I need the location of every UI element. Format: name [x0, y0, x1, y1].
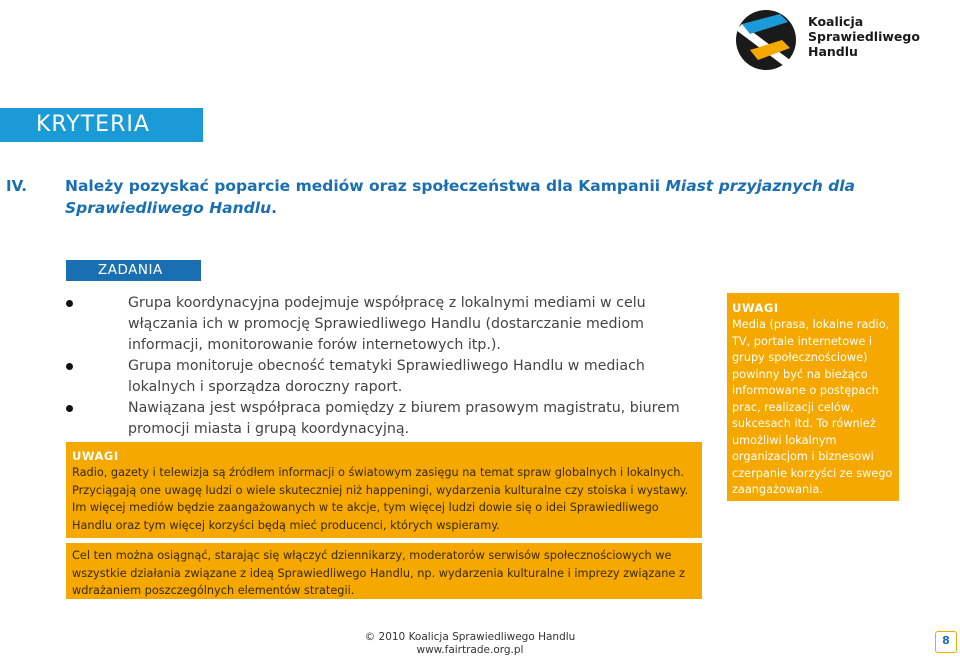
- logo: [730, 4, 930, 74]
- bullet-icon: [66, 363, 73, 370]
- logo-text: [808, 14, 920, 59]
- footer-copyright: © 2010 Koalicja Sprawiedliwego Handlu: [364, 631, 576, 643]
- notes-body: Radio, gazety i telewizja są źródłem informacji o światowym zasięgu na temat spraw globalnych i lokalnych. Przyciągają one uwagę ludzi o wiele skuteczniej niż happeningi, wydarzenia kulturalne czy stoiska i wystawy. Im więcej mediów będzie zaangażowanych w te akcje, tym więcej ludzi dowie się o idei Sprawiedliwego Handlu oraz tym więcej korzyści będą mieć producenci, których wspieramy.: [72, 466, 689, 532]
- criterion-end: .: [271, 199, 277, 217]
- section-banner: [0, 108, 203, 142]
- criterion-text: Należy pozyskać poparcie mediów oraz społeczeństwa dla Kampanii: [65, 177, 666, 195]
- footer-url[interactable]: www.fairtrade.org.pl: [416, 644, 524, 656]
- criterion-heading: [65, 175, 865, 219]
- task-text: Grupa koordynacyjna podejmuje współpracę z lokalnymi mediami w celu włączania ich w promocję Sprawiedliwego Handlu (dostarczanie mediom informacji, monitorowanie forów internetowych itp.).: [128, 295, 646, 353]
- tasks-list: [60, 293, 700, 440]
- footer: [300, 631, 640, 657]
- criterion-number: IV.: [6, 177, 27, 195]
- bullet-icon: [66, 300, 73, 307]
- page-number: 8: [942, 634, 950, 647]
- task-text: Nawiązana jest współpraca pomiędzy z biurem prasowym magistratu, biurem promocji miasta i grupą koordynacyjną.: [128, 400, 680, 437]
- notes-box: [66, 442, 702, 538]
- page-number-badge: [935, 631, 957, 653]
- tasks-label-text: ZADANIA: [98, 262, 163, 278]
- list-item: [60, 293, 700, 356]
- side-notes-title: UWAGI: [732, 301, 779, 315]
- logo-line-1: Koalicja: [808, 14, 864, 29]
- bullet-icon: [66, 405, 73, 412]
- campaign-name: Miast przyjaznych dla Sprawiedliwego Handlu: [65, 177, 855, 217]
- list-item: [60, 356, 700, 398]
- goal-box: [66, 543, 702, 599]
- banner-title: KRYTERIA: [36, 112, 150, 137]
- task-text: Grupa monitoruje obecność tematyki Sprawiedliwego Handlu w mediach lokalnych i sporządza doroczny raport.: [128, 358, 645, 395]
- side-notes-body: Media (prasa, lokalne radio, TV, portale internetowe i grupy społecznościowe) powinny być na bieżąco informowane o postępach prac, realizacji celów, sukcesach itd. To również umożliwi lokalnym organizacjom i biznesowi czerpanie korzyści ze swego zaangażowania.: [732, 318, 893, 496]
- logo-mark-icon: [730, 4, 804, 74]
- tasks-label: [66, 260, 201, 281]
- logo-line-2: Sprawiedliwego: [808, 29, 920, 44]
- notes-title: UWAGI: [72, 449, 119, 463]
- logo-line-3: Handlu: [808, 44, 858, 59]
- side-notes-box: [727, 293, 899, 501]
- list-item: [60, 398, 700, 440]
- goal-body: Cel ten można osiągnąć, starając się włączyć dziennikarzy, moderatorów serwisów społecznościowych we wszystkie działania związane z ideą Sprawiedliwego Handlu, np. wydarzenia kulturalne i imprezy związane z wdrażaniem poszczególnych elementów strategii.: [72, 549, 685, 597]
